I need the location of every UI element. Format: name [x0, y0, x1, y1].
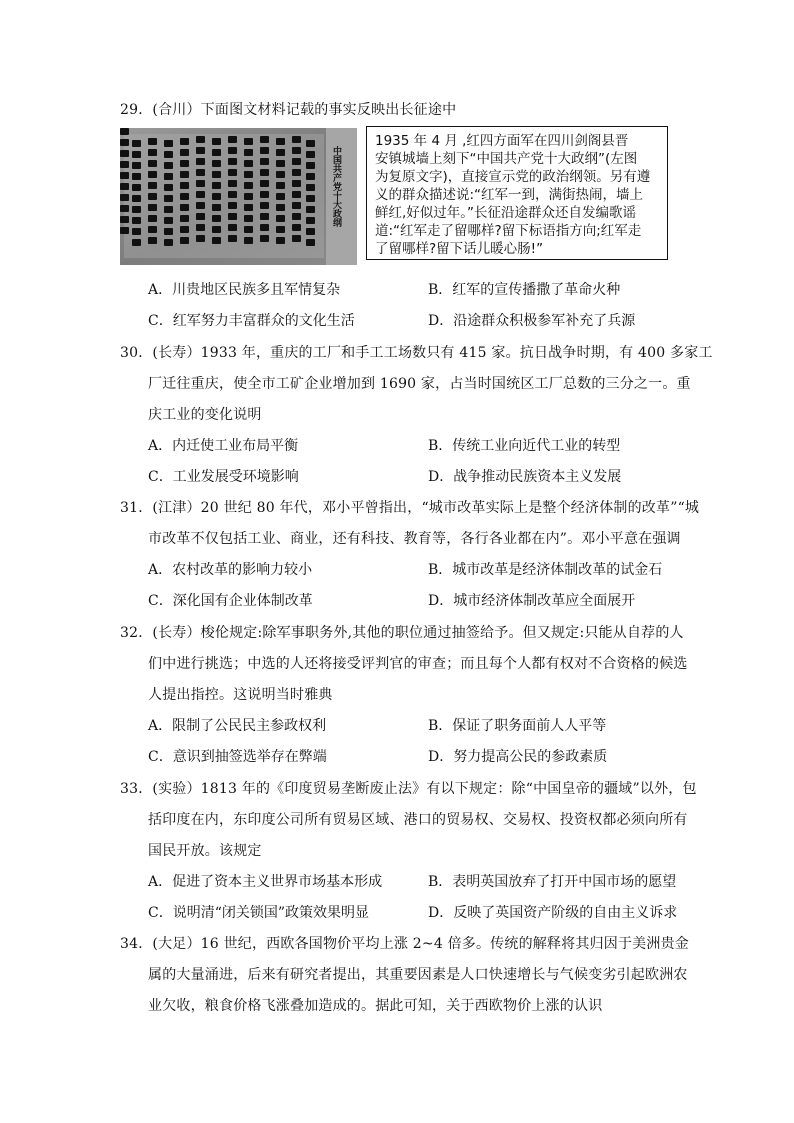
q33-line: 33．(实验）1813 年的《印度贸易垄断废止法》有以下规定：除“中国皇帝的疆域”以外，包	[120, 781, 697, 797]
photo-caption: 中国共产党十大政纲	[331, 146, 341, 227]
inscription-image	[120, 128, 357, 265]
box-line: 了留哪样?留下话儿暖心肠!”	[375, 241, 544, 257]
q31-option-b: B．城市改革是经济体制改革的试金石	[428, 562, 663, 578]
box-line: 为复原文字)，直接宣示党的政治纲领。另有遵	[375, 169, 651, 185]
q31-line: 市改革不仅包括工业、商业，还有科技、教育等，各行各业都在内”。邓小平意在强调	[148, 531, 681, 547]
q30-option-b: B．传统工业向近代工业的转型	[428, 438, 621, 454]
box-line: 1935 年 4 月 ,红四方面军在四川剑阁县晋	[375, 133, 629, 149]
q32-option-a: A．限制了公民民主参政权利	[148, 718, 327, 734]
q30-option-a: A．内迁使工业布局平衡	[148, 438, 299, 454]
q34-line: 34．(大足）16 世纪，西欧各国物价平均上涨 2~4 倍多。传统的解释将其归因于美洲贵金	[120, 936, 689, 952]
box-line: 义的群众描述说:“红军一到，满街热闹，墙上	[375, 187, 644, 203]
q31-option-c: C．深化国有企业体制改革	[148, 593, 313, 609]
q32-line: 人提出指控。这说明当时雅典	[148, 687, 333, 703]
q29-stem: 29．(合川）下面图文材料记载的事实反映出长征途中	[120, 102, 457, 118]
q32-line: 32．(长寿）梭伦规定:除军事职务外,其他的职位通过抽签给予。但又规定:只能从自荐的人	[120, 625, 684, 641]
box-line: 安镇城墙上刻下“中国共产党十大政纲”(左图	[375, 151, 638, 167]
q31-option-d: D．城市经济体制改革应全面展开	[428, 593, 636, 609]
box-line: 鲜红,好似过年。”长征沿途群众还自发编歌谣	[375, 205, 637, 221]
q29-option-a: A．川贵地区民族多且军情复杂	[148, 282, 341, 298]
q30-option-c: C．工业发展受环境影响	[148, 469, 299, 485]
q33-line: 括印度在内，东印度公司所有贸易区域、港口的贸易权、交易权、投资权都必须向所有	[148, 812, 688, 828]
q33-option-d: D．反映了英国资产阶级的自由主义诉求	[428, 905, 678, 921]
q32-option-c: C．意识到抽签选举存在弊端	[148, 749, 327, 765]
q29-option-c: C．红军努力丰富群众的文化生活	[148, 313, 355, 329]
q29-option-d: D．沿途群众积极参军补充了兵源	[428, 313, 636, 329]
q29-material-box	[366, 126, 668, 260]
q32-line: 们中进行挑选；中选的人还将接受评判官的审查；而且每个人都有权对不合资格的候选	[148, 656, 688, 672]
q33-option-a: A．促进了资本主义世界市场基本形成	[148, 874, 383, 890]
q30-line: 厂迁往重庆，使全市工矿企业增加到 1690 家，占当时国统区工厂总数的三分之一。重	[148, 376, 691, 392]
q31-option-a: A．农村改革的影响力较小	[148, 562, 313, 578]
q34-line: 业欠收，粮食价格飞涨叠加造成的。据此可知，关于西欧物价上涨的认识	[148, 998, 603, 1014]
q33-option-c: C．说明清“闭关锁国”政策效果明显	[148, 905, 370, 921]
box-line: 道:“红军走了留哪样?留下标语指方向;红军走	[375, 223, 642, 239]
q32-option-d: D．努力提高公民的参政素质	[428, 749, 608, 765]
q30-option-d: D．战争推动民族资本主义发展	[428, 469, 622, 485]
q31-line: 31．(江津）20 世纪 80 年代，邓小平曾指出，“城市改革实际上是整个经济体制的改革”“城	[120, 500, 700, 516]
q34-line: 属的大量涌进，后来有研究者提出，其重要因素是人口快速增长与气候变劣引起欧洲农	[148, 967, 688, 983]
q32-option-b: B．保证了职务面前人人平等	[428, 718, 607, 734]
q30-line: 庆工业的变化说明	[148, 407, 262, 423]
q30-line: 30．(长寿）1933 年，重庆的工厂和手工工场数只有 415 家。抗日战争时期，有 400 多家工	[120, 345, 713, 361]
q33-option-b: B．表明英国放弃了打开中国市场的愿望	[428, 874, 677, 890]
inscription-photo	[120, 128, 357, 265]
q33-line: 国民开放。该规定	[148, 843, 262, 859]
q29-option-b: B．红军的宣传播撒了革命火种	[428, 282, 621, 298]
